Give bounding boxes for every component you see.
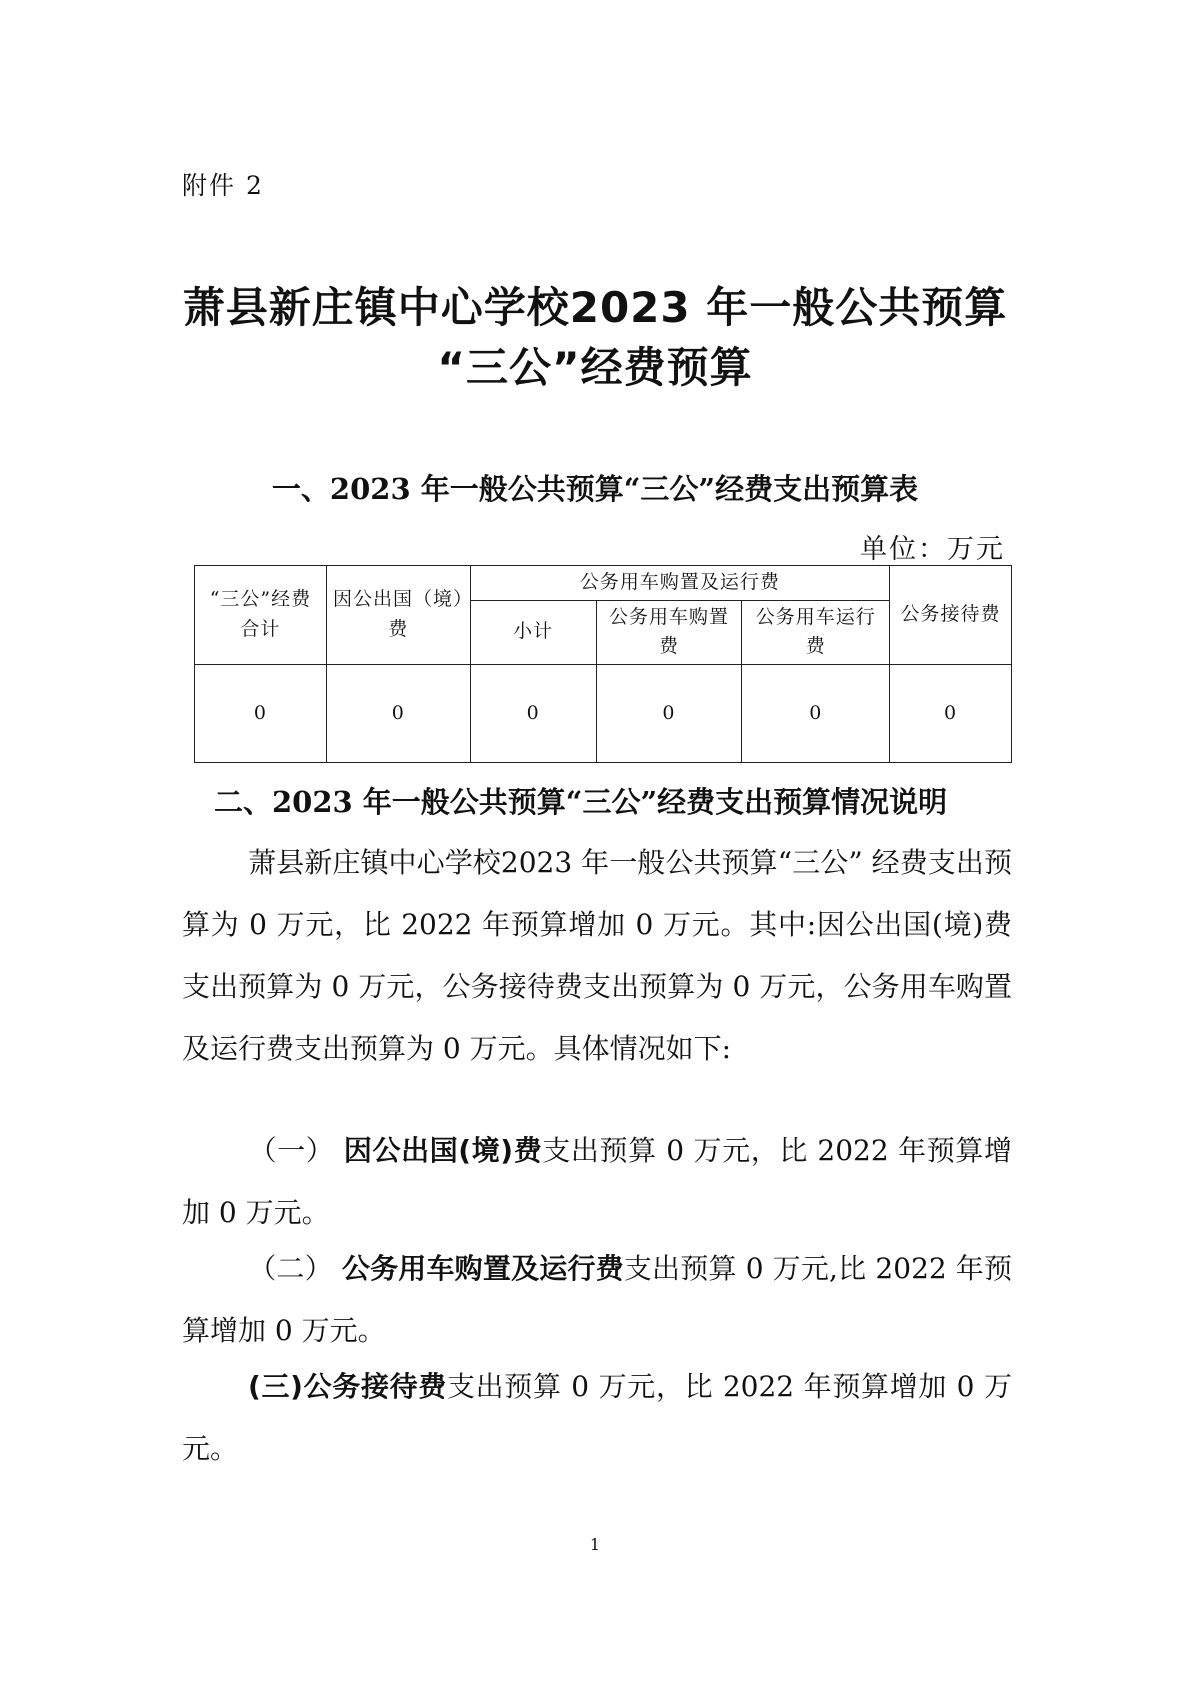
header-abroad: 因公出国（境）费 — [326, 566, 470, 665]
item-reception — [182, 1356, 1012, 1480]
header-vehicle-operation: 公务用车运行费 — [742, 600, 890, 664]
table-row — [195, 664, 1012, 762]
item-prefix: （二） — [248, 1252, 342, 1285]
cell-vehicle-purchase: 0 — [596, 664, 742, 762]
item-bold-label: 因公出国(境)费 — [343, 1134, 543, 1167]
item-text: 支出预算 0 万元，比 2022 年预算增加 0 万元。 — [182, 1134, 1012, 1229]
paragraph-main-text: 萧县新庄镇中心学校2023 年一般公共预算“三公” 经费支出预算为 0 万元，比 2022 年预算增加 0 万元。其中:因公出国(境)费支出预算为 0 万元，公务接待费支出预算为 0 万元，公务用车购置及运行费支出预算为 0 万元。具体情况如下: — [182, 846, 1012, 1065]
section2-heading: 二、2023 年一般公共预算“三公”经费支出预算情况说明 — [214, 785, 948, 819]
page-title-line1: 萧县新庄镇中心学校2023 年一般公共预算 — [182, 283, 1008, 332]
item-bold-label: 公务用车购置及运行费 — [341, 1252, 624, 1285]
paragraph-main — [182, 832, 1012, 1080]
cell-subtotal: 0 — [470, 664, 596, 762]
cell-total: 0 — [195, 664, 327, 762]
item-abroad — [182, 1120, 1012, 1244]
header-vehicle-purchase: 公务用车购置费 — [596, 600, 742, 664]
cell-reception: 0 — [890, 664, 1012, 762]
item-bold-label: (三)公务接待费 — [248, 1370, 447, 1403]
page-number: 1 — [589, 1535, 601, 1554]
header-total: “三公”经费合计 — [195, 566, 327, 665]
attachment-label: 附件 2 — [182, 171, 264, 200]
item-text: 支出预算 0 万元,比 2022 年预算增加 0 万元。 — [182, 1252, 1012, 1347]
unit-label: 单位：万元 — [860, 534, 1005, 565]
cell-vehicle-operation: 0 — [742, 664, 890, 762]
item-prefix: （一） — [248, 1134, 344, 1167]
item-text: 支出预算 0 万元，比 2022 年预算增加 0 万元。 — [182, 1370, 1012, 1465]
cell-abroad: 0 — [326, 664, 470, 762]
section1-heading: 一、2023 年一般公共预算“三公”经费支出预算表 — [271, 472, 919, 506]
header-vehicle-group: 公务用车购置及运行费 — [470, 566, 889, 601]
header-reception: 公务接待费 — [890, 566, 1012, 665]
budget-table — [194, 565, 1012, 763]
item-vehicle — [182, 1238, 1012, 1362]
page-title-line2: “三公”经费预算 — [437, 343, 753, 392]
header-subtotal: 小计 — [470, 600, 596, 664]
